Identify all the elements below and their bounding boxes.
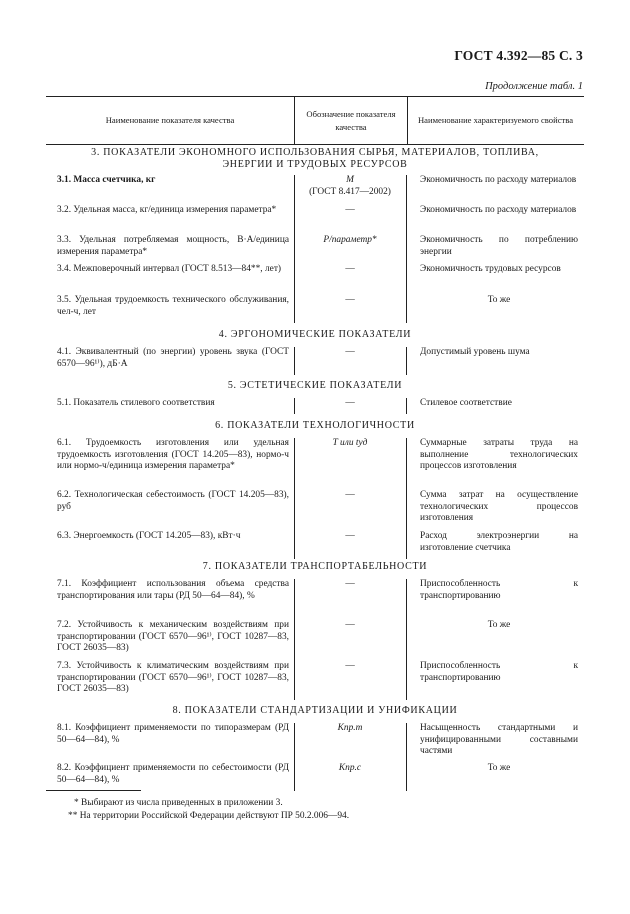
indicator-symbol: — xyxy=(345,295,355,305)
indicator-property: Экономичность трудовых ресурсов xyxy=(420,264,561,274)
section-title: 3. ПОКАЗАТЕЛИ ЭКОНОМНОГО ИСПОЛЬЗОВАНИЯ СЫРЬЯ, МАТЕРИАЛОВ, ТОПЛИВА, ЭНЕРГИИ И ТРУДОВЫХ РЕСУРСОВ xyxy=(91,147,539,170)
indicator-symbol: — xyxy=(345,264,355,274)
indicator-name: 8.2. Коэффициент применяемости по себестоимости (РД 50—64—84), % xyxy=(57,763,289,785)
indicator-symbol: M (ГОСТ 8.417—2002) xyxy=(309,175,391,197)
indicator-name: 3.5. Удельная трудоемкость технического обслуживания, чел-ч, лет xyxy=(57,295,289,317)
table-continuation-label: Продолжение табл. 1 xyxy=(485,81,583,92)
indicator-symbol: — xyxy=(345,490,355,500)
indicator-symbol: — xyxy=(345,661,355,671)
indicator-name: 3.2. Удельная масса, кг/единица измерения параметра* xyxy=(57,205,277,215)
indicator-property: Сумма затрат на осуществление технологических процессов изготовления xyxy=(420,490,578,524)
indicator-name: 6.3. Энергоемкость (ГОСТ 14.205—83), кВт·ч xyxy=(57,531,241,541)
indicator-name: 6.2. Технологическая себестоимость (ГОСТ 14.205—83), руб xyxy=(57,490,289,512)
section-title: 7. ПОКАЗАТЕЛИ ТРАНСПОРТАБЕЛЬНОСТИ xyxy=(202,561,428,572)
indicator-property: Расход электроэнергии на изготовление счетчика xyxy=(420,531,578,553)
quality-indicators-table xyxy=(46,96,584,791)
column-header-property: Наименование характеризуемого свойства xyxy=(417,115,574,125)
indicator-property: То же xyxy=(487,620,511,630)
section-title: 6. ПОКАЗАТЕЛИ ТЕХНОЛОГИЧНОСТИ xyxy=(215,420,415,431)
table-row xyxy=(46,235,584,264)
indicator-symbol: P/параметр* xyxy=(323,235,377,245)
indicator-property: Экономичность по потреблению энергии xyxy=(420,235,578,257)
indicator-name: 3.4. Межповерочный интервал (ГОСТ 8.513—84**, лет) xyxy=(57,264,282,274)
section-title: 4. ЭРГОНОМИЧЕСКИЕ ПОКАЗАТЕЛИ xyxy=(218,329,412,340)
footnote-2: ** На территории Российской Федерации действуют ПР 50.2.006—94. xyxy=(68,811,350,821)
indicator-property: Насыщенность стандартными и унифицированными составными частями xyxy=(420,723,578,757)
table-row xyxy=(46,620,584,661)
table-row xyxy=(46,723,584,763)
indicator-symbol: — xyxy=(345,347,355,357)
table-row xyxy=(46,490,584,531)
indicator-symbol: Kпр.с xyxy=(338,763,362,773)
section-title: 5. ЭСТЕТИЧЕСКИЕ ПОКАЗАТЕЛИ xyxy=(227,380,403,391)
section-title: 8. ПОКАЗАТЕЛИ СТАНДАРТИЗАЦИИ И УНИФИКАЦИИ xyxy=(172,705,458,716)
table-row xyxy=(46,398,584,414)
indicator-property: Суммарные затраты труда на выполнение технологических процессов изготовления xyxy=(420,438,578,472)
indicator-symbol: — xyxy=(345,620,355,630)
indicator-name: 3.3. Удельная потребляемая мощность, В·А/единица измерения параметра* xyxy=(57,235,289,257)
indicator-property: То же xyxy=(487,295,511,305)
indicator-property: Приспособленность к транспортированию xyxy=(420,579,578,601)
indicator-property: Стилевое соответствие xyxy=(420,398,512,408)
table-row xyxy=(46,531,584,559)
table-row xyxy=(46,763,584,791)
table-row xyxy=(46,203,584,235)
footnote-1: * Выбирают из числа приведенных в приложении 3. xyxy=(74,798,283,808)
indicator-name: 3.1. Масса счетчика, кг xyxy=(57,175,156,185)
indicator-name: 7.3. Устойчивость к климатическим воздействиям при транспортировании (ГОСТ 6570—96¹⁾, ГОСТ 10287—83, ГОСТ 26035—83) xyxy=(57,661,289,695)
table-row xyxy=(46,438,584,490)
indicator-symbol: — xyxy=(345,398,355,408)
indicator-symbol: — xyxy=(345,205,355,215)
indicator-name: 8.1. Коэффициент применяемости по типоразмерам (РД 50—64—84), % xyxy=(57,723,289,745)
column-header-name: Наименование показателя качества xyxy=(105,115,235,125)
indicator-symbol: T или tуд xyxy=(332,438,368,448)
indicator-name: 7.1. Коэффициент использования объема средства транспортирования или тары (РД 50—64—84), % xyxy=(57,579,289,601)
table-row xyxy=(46,579,584,620)
table-row xyxy=(46,295,584,323)
indicator-name: 7.2. Устойчивость к механическим воздействиям при транспортировании (ГОСТ 6570—96¹⁾, ГОСТ 10287—83, ГОСТ 26035—83) xyxy=(57,620,289,654)
indicator-property: Допустимый уровень шума xyxy=(420,347,530,357)
indicator-property: Экономичность по расходу материалов xyxy=(420,175,577,185)
table-row xyxy=(46,661,584,700)
footnote-divider xyxy=(46,790,141,791)
table-row xyxy=(46,175,584,203)
indicator-name: 5.1. Показатель стилевого соответствия xyxy=(57,398,215,408)
indicator-property: Экономичность по расходу материалов xyxy=(420,205,577,215)
indicator-name: 4.1. Эквивалентный (по энергии) уровень звука (ГОСТ 6570—96¹⁾), дБ·А xyxy=(57,347,289,369)
table-header xyxy=(46,96,584,145)
column-header-symbol: Обозначение показателя качества xyxy=(294,97,408,144)
table-row xyxy=(46,347,584,375)
page-header: ГОСТ 4.392—85 С. 3 xyxy=(454,48,583,63)
indicator-symbol: — xyxy=(345,531,355,541)
indicator-symbol: — xyxy=(345,579,355,589)
indicator-property: Приспособленность к транспортированию xyxy=(420,661,578,683)
indicator-symbol: Kпр.т xyxy=(337,723,363,733)
indicator-name: 6.1. Трудоемкость изготовления или удельная трудоемкость изготовления (ГОСТ 14.205—83), нормо-ч или нормо-ч/единица измерения параметра* xyxy=(57,438,289,472)
table-row xyxy=(46,264,584,295)
indicator-property: То же xyxy=(487,763,511,773)
